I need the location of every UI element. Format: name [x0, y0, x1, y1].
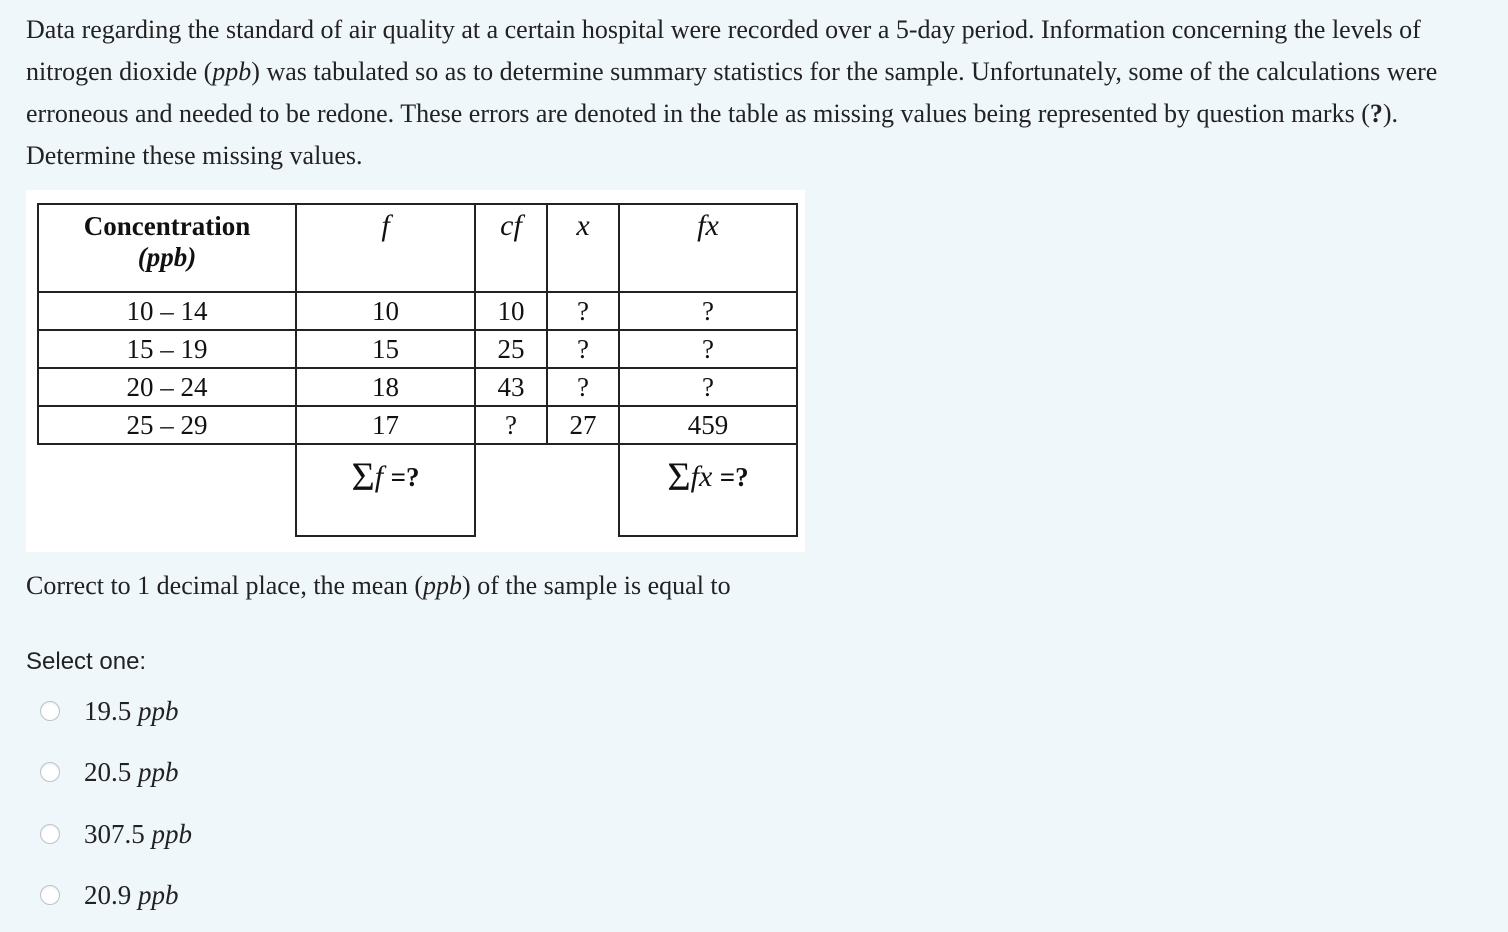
sum-f-cell: Σf =? — [296, 444, 475, 536]
radio-button[interactable] — [40, 762, 60, 782]
question-text: Data regarding the standard of air quality at a certain hospital were recorded over a 5-day period. Information concerning the levels of nitrogen dioxide (ppb) was tabulated so as to determine summary statistics for the sample. Unfortunately, some of the calculations were erroneous and needed to be redone. These errors are denoted in the table as missing values being represented by question marks (?). Determine these missing values. — [26, 15, 1438, 170]
header-fx: fx — [619, 204, 797, 292]
frequency-table — [37, 203, 798, 537]
header-concentration: Concentration (ppb) — [38, 204, 296, 292]
table-row: 15 – 19 15 25 ? ? — [38, 330, 797, 368]
radio-button[interactable] — [40, 701, 60, 721]
table-row: 10 – 14 10 10 ? ? — [38, 292, 797, 330]
frequency-table-image — [26, 190, 805, 552]
option-20-9[interactable]: 20.9 ppb — [40, 875, 179, 915]
table-row: 20 – 24 18 43 ? ? — [38, 368, 797, 406]
sum-fx-cell: Σfx =? — [619, 444, 797, 536]
question-unit: ppb — [212, 57, 252, 86]
radio-button[interactable] — [40, 885, 60, 905]
prompt-unit: ppb — [423, 571, 463, 600]
question-mark: ? — [1369, 99, 1383, 128]
header-x: x — [547, 204, 619, 292]
radio-button[interactable] — [40, 824, 60, 844]
question-prompt: Correct to 1 decimal place, the mean (ppb) of the sample is equal to — [26, 571, 731, 600]
option-307-5[interactable]: 307.5 ppb — [40, 814, 192, 854]
select-one-label: Select one: — [26, 648, 147, 675]
header-f: f — [296, 204, 475, 292]
table-row: 25 – 29 17 ? 27 459 — [38, 406, 797, 444]
option-20-5[interactable]: 20.5 ppb — [40, 752, 179, 792]
option-19-5[interactable]: 19.5 ppb — [40, 691, 179, 731]
header-cf: cf — [475, 204, 547, 292]
